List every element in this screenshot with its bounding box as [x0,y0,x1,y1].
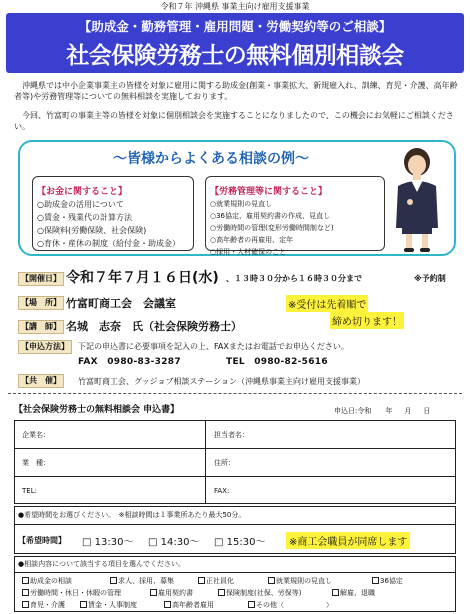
application-date: 申込日:令和 年 月 日 [334,407,431,415]
time-option-1330[interactable]: □ 13:30～ [82,537,134,548]
top-line: 令和７年 沖縄県 事業主向け雇用支援事業 [160,2,310,11]
lecturer-name: 名城 志奈 氏（社会保険労務士） [66,320,242,333]
topic-option[interactable]: 保険制度(社保、労保等) [218,588,301,598]
checkbox[interactable] [110,577,117,584]
checkbox[interactable] [332,589,339,596]
intro-paragraph-2: 今回、竹富町の事業主等の皆様を対象に個別相談会を実施することになりましたので、この機会にお気軽にご相談ください。 [14,111,454,131]
labor-header: 【労務管理等に関すること】 [210,184,327,197]
table-divider [205,420,206,504]
topic-option[interactable]: 正社員化 [198,576,234,586]
intro-paragraph-1: 沖縄県では中小企業事業主の皆様を対象に雇用に関する助成金(創業・事業拡大、新規雇入れ、訓練、育児・介護、高年齢者等)や労務管理等についての無料相談を実施しております。 [14,81,458,101]
money-item: ○助成金の活用について [37,200,124,209]
topics-note: ●相談内容について該当する項目を選んでください。 [18,560,185,568]
checkbox[interactable] [248,601,255,608]
deadline-note: 締め切ります！ [330,312,404,329]
table-divider [14,572,456,573]
time-label: 【希望時間】 [18,536,66,545]
form-title: 【社会保険労務士の無料相談会 申込書】 [14,405,180,415]
topic-option[interactable]: 労働時間・休日・休暇の管理 [22,588,121,598]
time-note: ●希望時間をお選びください。 ※相談時間は１事業所あたり最大50分。 [18,511,246,519]
topic-option[interactable]: 求人、採用、募集 [110,576,174,586]
money-item: ○賃金・残業代の計算方法 [37,213,132,222]
tel-number: TEL 0980-82-5616 [226,357,328,367]
checkbox[interactable] [22,589,29,596]
table-divider [14,524,456,525]
banner-subtitle: 【助成金・勤務管理・雇用問題・労働契約等のご相談】 [78,19,392,34]
address-field[interactable]: 住所： [214,459,235,467]
event-time: 、１３時３０分から１６時３０分まで [226,274,362,283]
checkbox[interactable] [22,577,29,584]
topic-option[interactable]: 育児・介護 [22,600,65,610]
checkbox[interactable] [164,601,171,608]
checkbox[interactable] [268,577,275,584]
labor-category [205,176,385,256]
table-divider [14,448,456,449]
cohost-text: 竹富町商工会、グッジョブ相談ステーション（沖縄県事業主向け雇用支援事業） [78,377,365,386]
topic-option[interactable]: 解雇、退職 [332,588,375,598]
checkbox[interactable] [150,589,157,596]
fax-field[interactable]: FAX: [214,487,230,495]
apply-text: 下記の申込書に必要事項を記入の上、FAXまたはお電話でお申込ください。 [78,342,349,351]
reception-note: ※受付は先着順で [286,295,368,312]
title-banner [6,13,464,73]
topic-option[interactable]: 賃金・人事制度 [80,600,137,610]
consultant-illustration [384,146,450,254]
tel-field[interactable]: TEL: [22,487,37,495]
person-field[interactable]: 担当者名： [214,431,249,439]
labor-item: ○高年齢者の再雇用、定年 [210,236,294,244]
lecturer-label: 【講 師】 [18,320,64,334]
topic-option[interactable]: 助成金の相談 [22,576,72,586]
company-field[interactable]: 企業名： [22,431,50,439]
examples-title: ～皆様からよくある相談の例～ [113,151,309,167]
fax-number: FAX 0980-83-3287 [78,357,181,367]
date-label: 【開催日】 [18,272,64,286]
topic-option[interactable]: 雇用契約書 [150,588,193,598]
checkbox[interactable] [22,601,29,608]
staff-note: ※商工会職員が同席します [286,532,410,549]
labor-item: ○36協定、雇用契約書の作成、見直し [210,212,331,220]
topic-option[interactable]: 36協定 [372,576,403,586]
cohost-label: 【共 催】 [18,374,64,388]
topic-option[interactable]: その他（ ） [248,600,333,610]
topic-option[interactable]: 高年齢者雇用 [164,600,214,610]
industry-field[interactable]: 業 種： [22,459,50,467]
table-divider [14,476,456,477]
topic-option[interactable]: 就業規則の見直し [268,576,332,586]
checkbox[interactable] [198,577,205,584]
cut-line [8,393,462,394]
event-place: 竹富町商工会 会議室 [66,297,176,310]
event-date: 令和７年７月１６日(水) [66,270,219,286]
money-category [32,176,194,251]
money-header: 【お金に関すること】 [37,184,127,197]
money-item: ○育休・産休の制度（給付金・助成金） [37,239,180,248]
checkbox[interactable] [80,601,87,608]
checkbox[interactable] [372,577,379,584]
apply-label: 【申込方法】 [18,340,72,354]
labor-item: ○就業規則の見直し [210,200,273,208]
labor-item: ○労働時間の管理(変形労働時間制など) [210,224,334,232]
time-option-1530[interactable]: □ 15:30～ [214,537,266,548]
place-label: 【場 所】 [18,296,64,310]
labor-item: ○採用・人材確保のこと [210,248,287,256]
time-option-1430[interactable]: □ 14:30～ [148,537,200,548]
banner-title: 社会保険労務士の無料個別相談会 [66,43,404,69]
checkbox[interactable] [218,589,225,596]
reserve-note: ※予約制 [414,274,446,283]
money-item: ○保険料(労働保険、社会保険) [37,226,147,235]
